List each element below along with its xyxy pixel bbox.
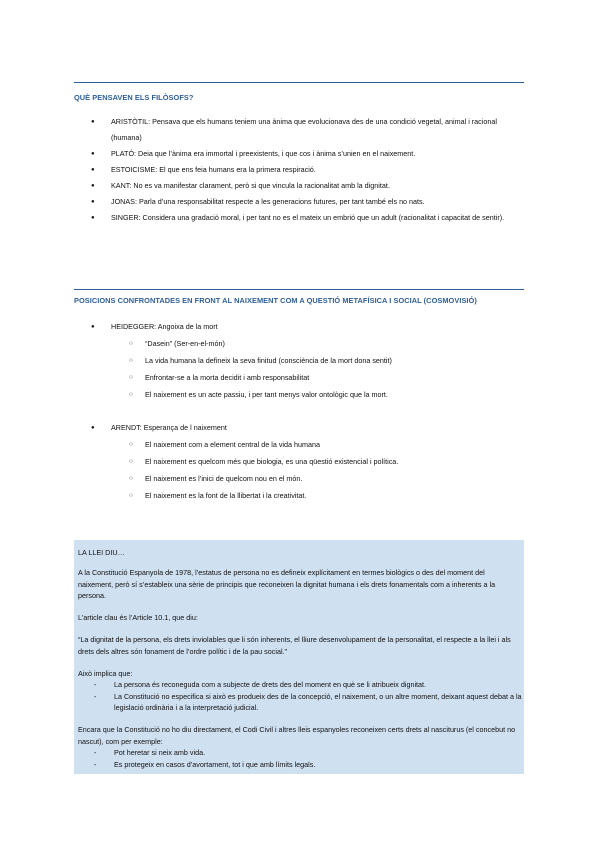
civil-list xyxy=(94,747,524,770)
heidegger-sublist xyxy=(0,335,392,403)
list-item: - Pot heretar si neix amb vida. xyxy=(94,747,524,759)
list-item: ○ El naixement es l’inici de quelcom nou en el món. xyxy=(0,470,398,487)
section-title-philosophers: QUÈ PENSAVEN ELS FILÒSOFS? xyxy=(74,93,194,102)
heidegger-item xyxy=(0,319,527,335)
list-item: ○ El naixement es quelcom més que biologia, es una qüestió existencial i política. xyxy=(0,453,398,470)
list-item: ○ El naixement es un acte passiu, i per tant menys valor ontològic que la mort. xyxy=(0,386,392,403)
list-item: ○ “Dasein” (Ser-en-el-món) xyxy=(0,335,392,352)
list-item: ○ Enfrontar-se a la morta decidit i amb responsabilitat xyxy=(0,369,392,386)
box-quote: “La dignitat de la persona, els drets inviolables que li són inherents, el lliure desenvolupament de la personalitat, el respecte a la llei i als drets dels altres són fonament de l’ordre polític i de la pau social.” xyxy=(78,635,511,656)
law-info-box xyxy=(74,540,524,774)
list-item: ● KANT: No es va manifestar clarament, però si que vincula la racionalitat amb la dignitat. xyxy=(0,178,527,194)
list-item: ○ El naixement com a element central de la vida humana xyxy=(0,436,398,453)
implies-list xyxy=(94,679,524,714)
list-item: ● ARISTÒTIL: Pensava que els humans teniem una ànima que evolucionava des de una condició vegetal, animal i racional (humana) xyxy=(0,114,527,146)
list-item: - Es protegeix en casos d’avortament, tot i que amb límits legals. xyxy=(94,759,524,771)
list-item: ● JONAS: Parla d’una responsabilitat respecte a les generacions futures, per tant també els no nats. xyxy=(0,194,527,210)
list-item: - La Constitució no especifica si això es produeix des de la concepció, el naixement, o un altre moment, deixant aquest debat a la legislació ordinària i a la interpretació judicial. xyxy=(94,691,524,714)
list-item: ● SINGER: Considera una gradació moral, i per tant no es el mateix un embrió que un adult (racionalitat i capacitat de sentir). xyxy=(0,210,527,226)
list-item: ● HEIDEGGER: Angoixa de la mort xyxy=(0,319,527,335)
list-item: - La persona és reconeguda com a subjecte de drets des del moment en què se li atribueix dignitat. xyxy=(94,679,524,691)
box-heading: LA LLEI DIU… xyxy=(78,548,125,557)
list-item: ● PLATÓ: Deia que l’ànima era immortal i preexistents, i que cos i ànima s’unien en el naixement. xyxy=(0,146,527,162)
arendt-item xyxy=(0,420,527,436)
section-title-positions: POSICIONS CONFRONTADES EN FRONT AL NAIXEMENT COM A QUESTIÓ METAFÍSICA I SOCIAL (COSMOVISIÓ) xyxy=(74,296,477,305)
box-paragraph-article: L’article clau és l’Article 10.1, que diu: xyxy=(78,613,198,622)
section-divider-top xyxy=(74,82,524,83)
box-paragraph-constitution: A la Constitució Espanyola de 1978, l’estatus de persona no es defineix explícitament en termes biològics o des del moment del naixement, però sí s’estableix una sèrie de principis que reconeixen la dignitat humana i els drets fonamentals com a inherents a la persona. xyxy=(78,568,496,600)
box-paragraph-civil-code: Encara que la Constitució no ho diu directament, el Codi Civil i altres lleis espanyoles reconeixen certs drets al nasciturus (el concebut no nascut), com per exemple: xyxy=(78,725,516,746)
philosophers-list xyxy=(0,114,527,226)
section-divider-middle xyxy=(74,289,524,290)
list-item: ● ESTOICISME: El que ens feia humans era la primera respiració. xyxy=(0,162,527,178)
box-implies-label: Això implica que: xyxy=(78,669,133,678)
list-item: ● ARENDT: Esperança de l naixement xyxy=(0,420,527,436)
list-item: ○ La vida humana la defineix la seva finitud (consciència de la mort dona sentit) xyxy=(0,352,392,369)
arendt-sublist xyxy=(0,436,398,504)
list-item: ○ El naixement es la font de la llibertat i la creativitat. xyxy=(0,487,398,504)
